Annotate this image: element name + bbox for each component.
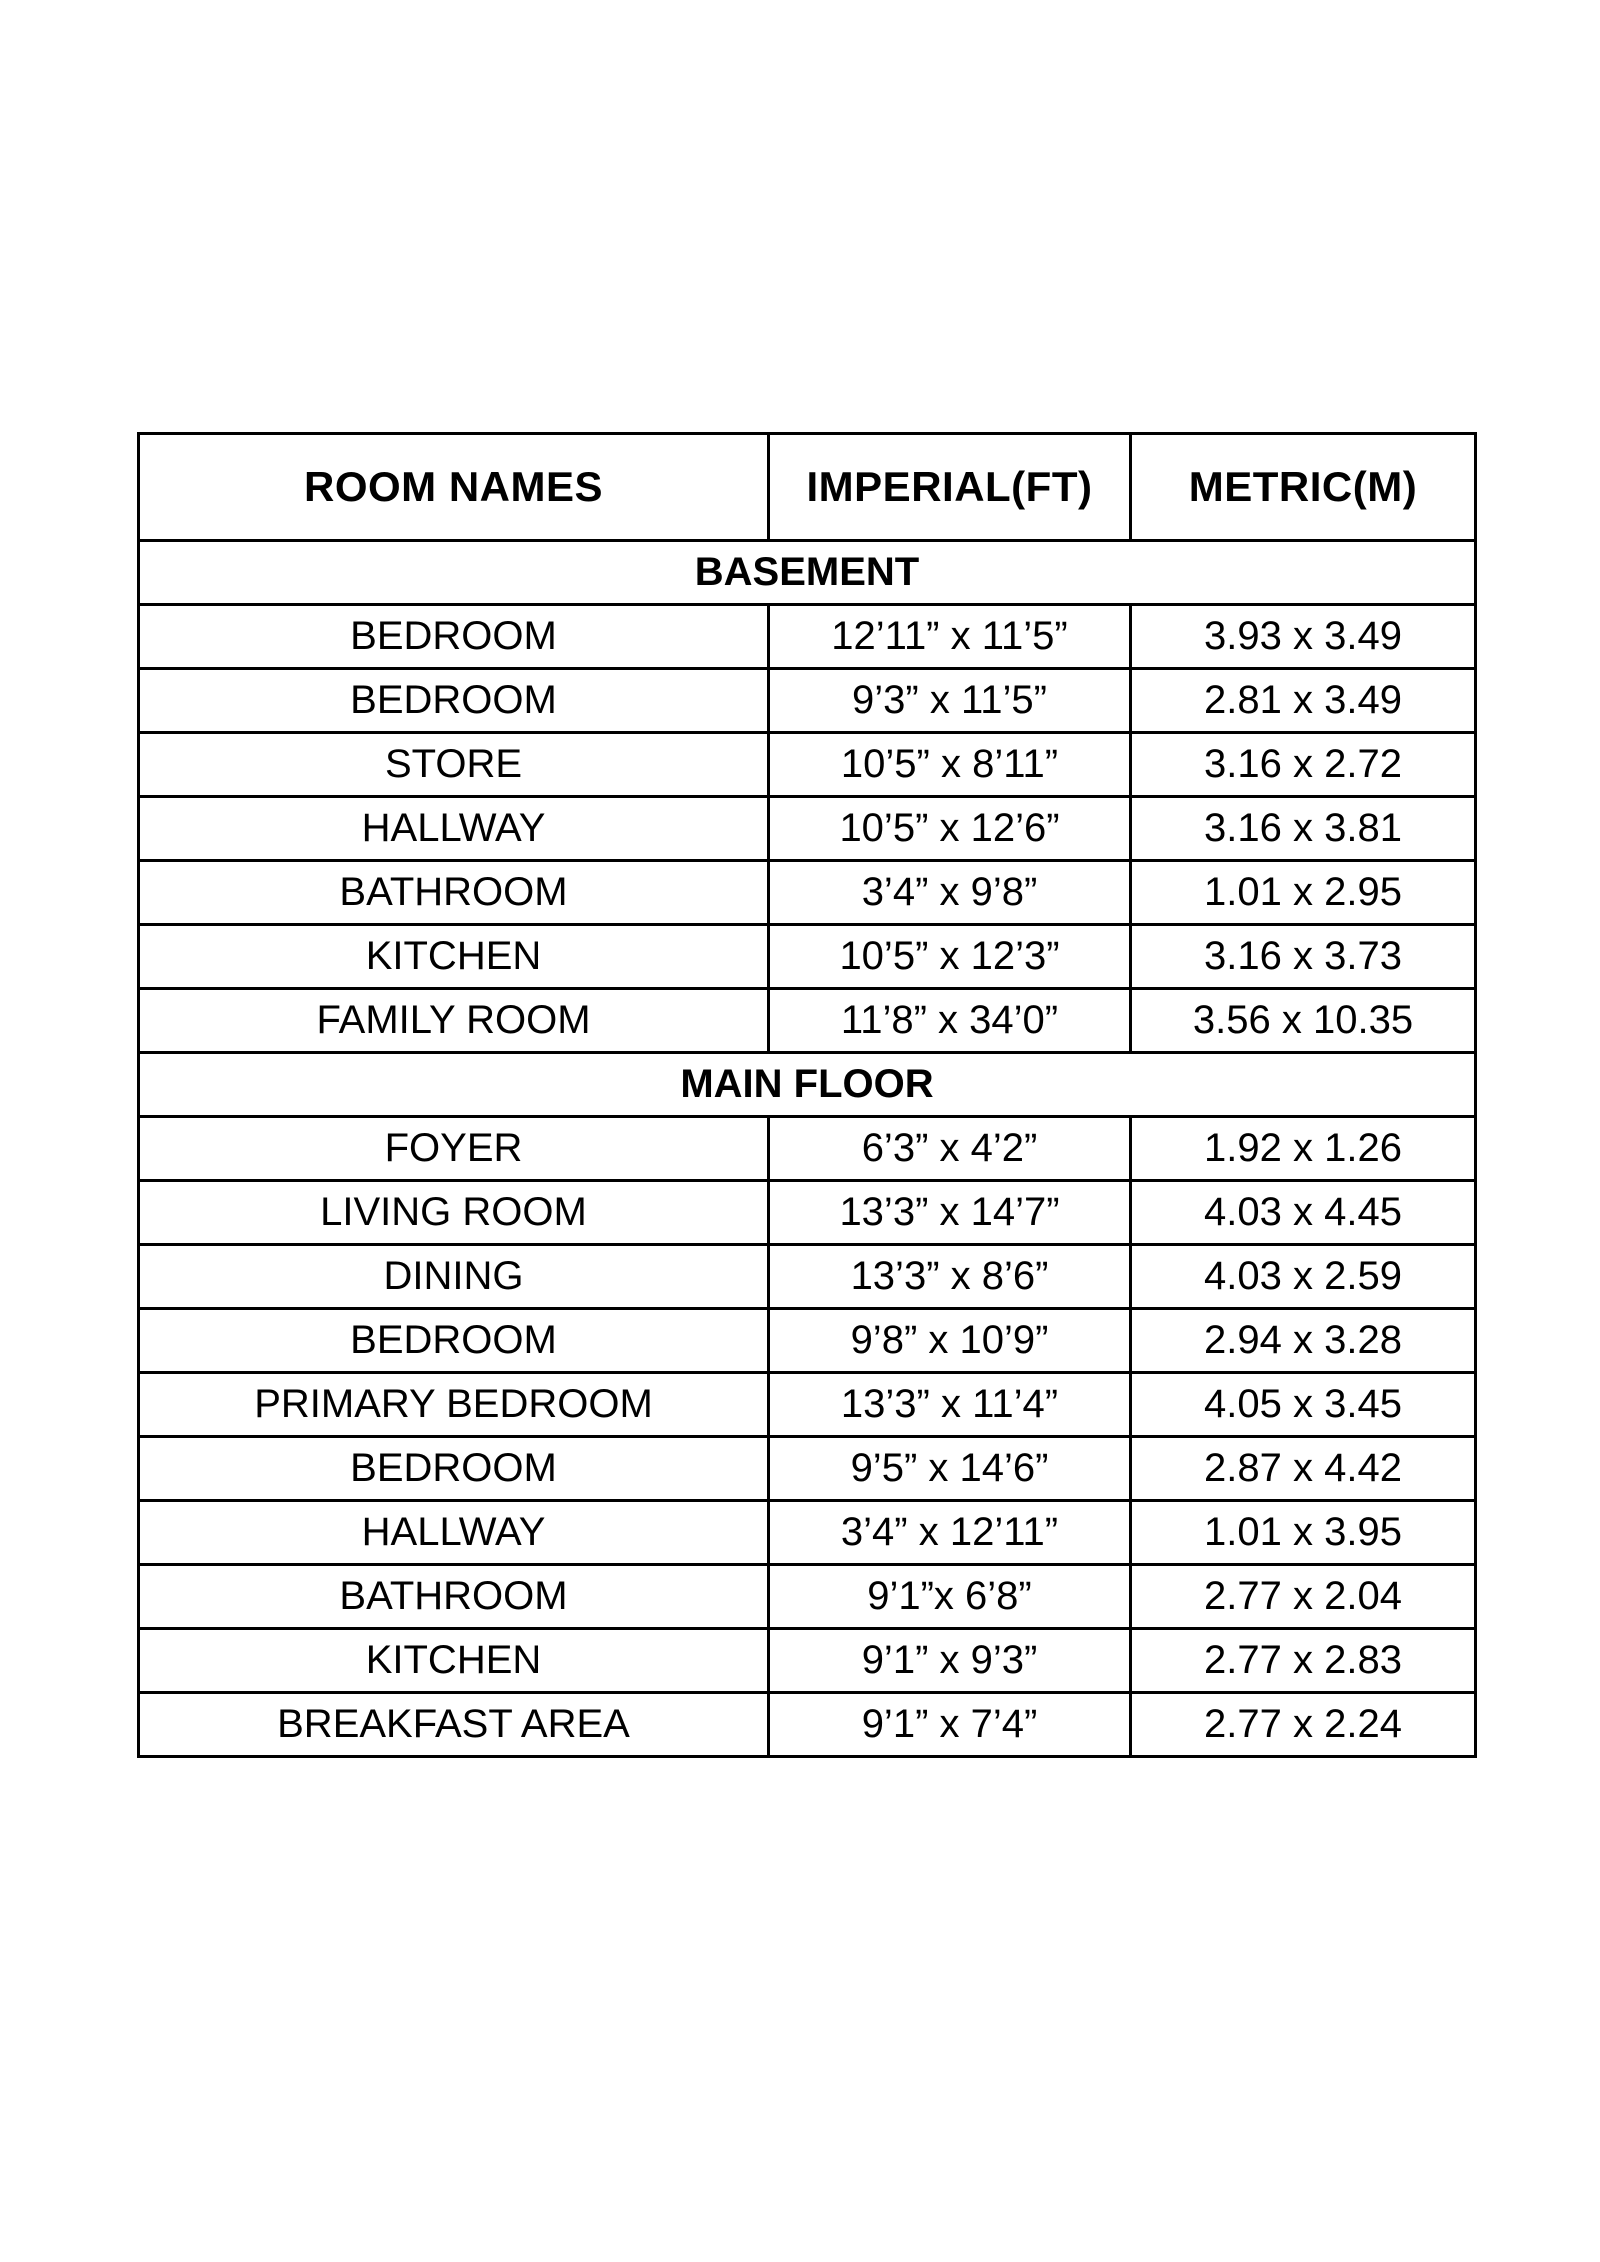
metric-cell: 4.05 x 3.45 [1131, 1373, 1476, 1437]
room-name-cell: STORE [139, 733, 769, 797]
metric-cell: 2.77 x 2.04 [1131, 1565, 1476, 1629]
table-row [139, 925, 1476, 989]
metric-cell: 2.94 x 3.28 [1131, 1309, 1476, 1373]
table-row [139, 1309, 1476, 1373]
imperial-cell: 12’11” x 11’5” [769, 605, 1131, 669]
table-header-row [139, 434, 1476, 541]
metric-cell: 3.16 x 3.73 [1131, 925, 1476, 989]
imperial-cell: 13’3” x 11’4” [769, 1373, 1131, 1437]
room-name-cell: BATHROOM [139, 861, 769, 925]
imperial-cell: 9’1” x 7’4” [769, 1693, 1131, 1757]
section-title: MAIN FLOOR [139, 1053, 1476, 1117]
room-name-cell: BEDROOM [139, 669, 769, 733]
table-row [139, 1501, 1476, 1565]
imperial-cell: 13’3” x 14’7” [769, 1181, 1131, 1245]
metric-cell: 4.03 x 2.59 [1131, 1245, 1476, 1309]
table-row [139, 861, 1476, 925]
room-name-cell: HALLWAY [139, 1501, 769, 1565]
metric-cell: 2.81 x 3.49 [1131, 669, 1476, 733]
metric-cell: 1.01 x 3.95 [1131, 1501, 1476, 1565]
table-row [139, 1245, 1476, 1309]
table-row [139, 1373, 1476, 1437]
metric-cell: 2.77 x 2.83 [1131, 1629, 1476, 1693]
room-name-cell: DINING [139, 1245, 769, 1309]
imperial-cell: 9’5” x 14’6” [769, 1437, 1131, 1501]
imperial-cell: 3’4” x 9’8” [769, 861, 1131, 925]
room-name-cell: KITCHEN [139, 925, 769, 989]
header-metric: METRIC(M) [1131, 434, 1476, 541]
table-body [139, 541, 1476, 1757]
metric-cell: 3.16 x 3.81 [1131, 797, 1476, 861]
imperial-cell: 13’3” x 8’6” [769, 1245, 1131, 1309]
room-name-cell: FAMILY ROOM [139, 989, 769, 1053]
metric-cell: 3.16 x 2.72 [1131, 733, 1476, 797]
room-name-cell: LIVING ROOM [139, 1181, 769, 1245]
room-name-cell: KITCHEN [139, 1629, 769, 1693]
header-room-names: ROOM NAMES [139, 434, 769, 541]
imperial-cell: 11’8” x 34’0” [769, 989, 1131, 1053]
room-name-cell: HALLWAY [139, 797, 769, 861]
metric-cell: 2.87 x 4.42 [1131, 1437, 1476, 1501]
table-row [139, 1693, 1476, 1757]
table-row [139, 1181, 1476, 1245]
section-row-basement [139, 541, 1476, 605]
imperial-cell: 6’3” x 4’2” [769, 1117, 1131, 1181]
room-name-cell: BREAKFAST AREA [139, 1693, 769, 1757]
room-name-cell: BEDROOM [139, 1309, 769, 1373]
imperial-cell: 3’4” x 12’11” [769, 1501, 1131, 1565]
metric-cell: 1.01 x 2.95 [1131, 861, 1476, 925]
room-name-cell: BEDROOM [139, 1437, 769, 1501]
room-name-cell: FOYER [139, 1117, 769, 1181]
metric-cell: 2.77 x 2.24 [1131, 1693, 1476, 1757]
imperial-cell: 10’5” x 8’11” [769, 733, 1131, 797]
table-row [139, 1437, 1476, 1501]
table-row [139, 989, 1476, 1053]
table-row [139, 1117, 1476, 1181]
imperial-cell: 9’1”x 6’8” [769, 1565, 1131, 1629]
header-imperial: IMPERIAL(FT) [769, 434, 1131, 541]
room-name-cell: BATHROOM [139, 1565, 769, 1629]
imperial-cell: 10’5” x 12’6” [769, 797, 1131, 861]
table-row [139, 1629, 1476, 1693]
metric-cell: 4.03 x 4.45 [1131, 1181, 1476, 1245]
room-name-cell: BEDROOM [139, 605, 769, 669]
metric-cell: 1.92 x 1.26 [1131, 1117, 1476, 1181]
imperial-cell: 9’8” x 10’9” [769, 1309, 1131, 1373]
section-title: BASEMENT [139, 541, 1476, 605]
table-row [139, 1565, 1476, 1629]
table-row [139, 797, 1476, 861]
room-dimensions-table [137, 432, 1477, 1758]
table-row [139, 669, 1476, 733]
metric-cell: 3.56 x 10.35 [1131, 989, 1476, 1053]
room-name-cell: PRIMARY BEDROOM [139, 1373, 769, 1437]
imperial-cell: 9’1” x 9’3” [769, 1629, 1131, 1693]
imperial-cell: 9’3” x 11’5” [769, 669, 1131, 733]
table-row [139, 733, 1476, 797]
section-row-main-floor [139, 1053, 1476, 1117]
imperial-cell: 10’5” x 12’3” [769, 925, 1131, 989]
table-row [139, 605, 1476, 669]
metric-cell: 3.93 x 3.49 [1131, 605, 1476, 669]
